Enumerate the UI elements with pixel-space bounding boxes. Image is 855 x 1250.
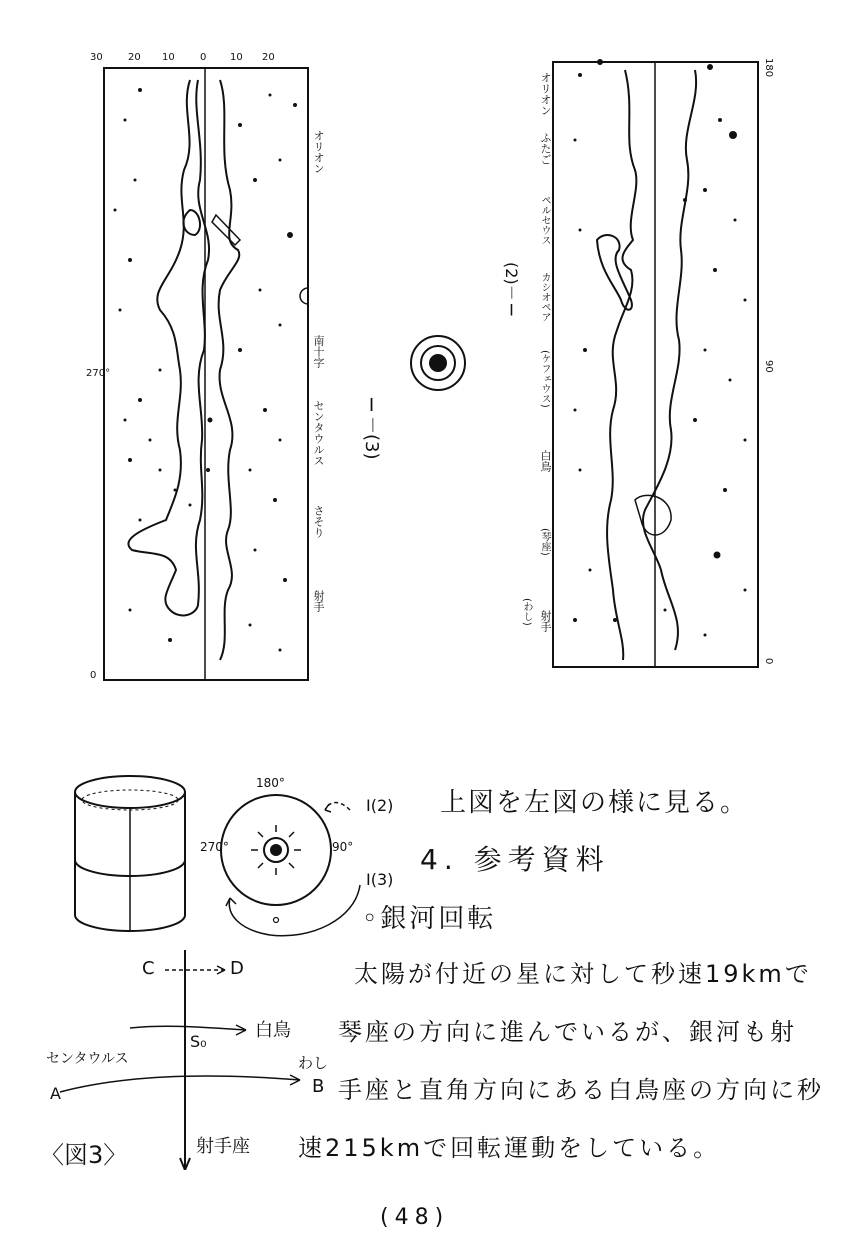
body-line-2: 琴座の方向に進んでいるが、銀河も射 <box>338 1018 797 1046</box>
body-line-3: 手座と直角方向にある白鳥座の方向に秒 <box>338 1076 824 1104</box>
right-map-label-sagittarius: 射手 <box>539 610 552 632</box>
figure-label: 〈図3〉 <box>40 1141 128 1169</box>
section-subheading: ◦銀河回転 <box>362 904 497 934</box>
right-map-mark-0: 0 <box>763 658 774 665</box>
right-map-mark-180: 180 <box>763 58 774 78</box>
left-map-label-centaurus: センタウルス <box>312 400 325 466</box>
right-map-label-cepheus: (ケフェウス) <box>539 350 550 408</box>
angle-180-label: 180° <box>256 776 285 790</box>
diagram-note: 上図を左図の様に見る。 <box>440 788 749 818</box>
body-text <box>298 954 838 1186</box>
right-map-label-perseus: ペルセウス <box>539 195 550 245</box>
vector-c-label: C <box>142 958 155 979</box>
right-map-label-gemini: ふたご <box>539 132 552 165</box>
right-map-label-lyra: (琴座) <box>539 528 550 556</box>
right-star-map <box>505 50 785 690</box>
vector-diagram <box>30 940 330 1170</box>
right-map-label-orion: オリオン <box>539 72 552 116</box>
left-map-scale-0: 30 <box>90 52 103 63</box>
left-map-scale-3: 0 <box>200 52 207 63</box>
angle-270-label: 270° <box>200 840 229 854</box>
vector-a-label: A <box>50 1084 61 1103</box>
body-line-4: 速215kmで回転運動をしている。 <box>298 1134 721 1162</box>
right-map-mark-90: 90 <box>763 360 774 373</box>
vector-centaurus-label: センタウルス <box>46 1051 129 1067</box>
left-map-mark-0: 0 <box>90 670 97 681</box>
page-number: (48) <box>380 1205 450 1230</box>
left-map-scale-2: 10 <box>162 52 175 63</box>
cylinder-diagram <box>60 770 200 940</box>
left-map-scale-5: 20 <box>262 52 275 63</box>
left-map-label-scorpius: さそり <box>312 505 325 538</box>
i2-label: Ⅰ(2) <box>366 796 394 815</box>
left-map-label-orion: オリオン <box>312 130 325 174</box>
left-map-label-southern-cross: 南十字 <box>312 335 325 368</box>
vector-sagittarius-label: 射手座 <box>196 1136 250 1157</box>
vector-b-label: B <box>312 1076 325 1097</box>
vector-d-label: D <box>230 958 244 979</box>
left-star-map <box>80 50 325 690</box>
right-map-label-aquila: (わし) <box>521 598 532 626</box>
left-map-label-sagittarius: 射手 <box>312 590 325 612</box>
left-map-mark-270: 270° <box>86 368 111 379</box>
right-map-label-cygnus: 白鳥 <box>539 450 552 472</box>
left-map-scale-1: 20 <box>128 52 141 63</box>
vector-s0-label: S₀ <box>190 1032 207 1051</box>
body-line-1: 太陽が付近の星に対して秒速19kmで <box>354 960 812 988</box>
i3-label: Ⅰ(3) <box>366 870 394 889</box>
section-heading: 4. 参考資料 <box>420 843 610 876</box>
left-star-map-svg <box>80 50 320 690</box>
left-map-title: Ⅰ－(3) <box>361 395 382 460</box>
right-map-label-cassiopeia: カシオペア <box>539 272 550 322</box>
sun-symbol-icon <box>408 333 468 393</box>
left-map-scale-4: 10 <box>230 52 243 63</box>
vector-swan-label: 白鳥 <box>255 1020 291 1041</box>
vector-washi-label: わし <box>298 1054 329 1072</box>
right-map-title: (2)－Ⅰ <box>502 262 521 320</box>
angle-90-label: 90° <box>332 840 354 854</box>
